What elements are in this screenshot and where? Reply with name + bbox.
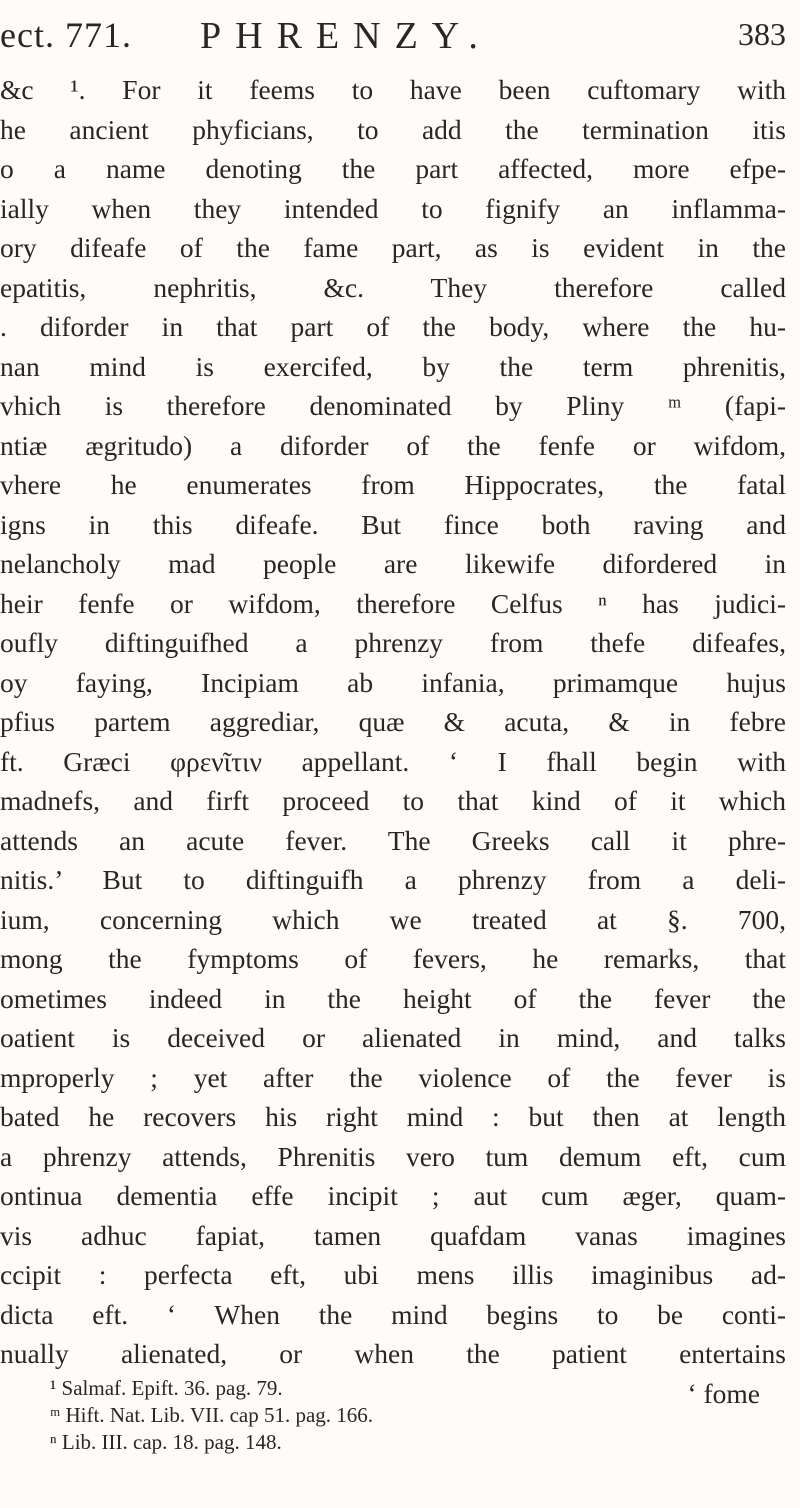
text-line: he ancient phyficians, to add the termination itis [0, 113, 786, 145]
text-line: igns in this difeafe. But fince both raving and [0, 508, 786, 540]
text-line: &c ¹. For it feems to have been cuftomary with [0, 74, 786, 105]
text-line: ntiæ ægritudo) a diforder of the fenfe or wifdom, [0, 429, 786, 461]
text-line: oatient is deceived or alienated in mind, and talks [0, 1022, 786, 1053]
text-line: ometimes indeed in the height of the fever the [0, 982, 786, 1014]
text-line: attends an acute fever. The Greeks call it phre- [0, 824, 786, 856]
footnotes [50, 1375, 770, 1456]
text-line: vis adhuc fapiat, tamen quafdam vanas imagines [0, 1219, 786, 1251]
text-line: pfius partem aggrediar, quæ & acuta, & in febre [0, 706, 786, 737]
footnote: ¹ Salmaf. Epift. 36. pag. 79. [50, 1376, 283, 1400]
running-title: PHRENZY. [200, 15, 492, 57]
text-line: epatitis, nephritis, &c. They therefore called [0, 271, 786, 303]
text-line: heir fenfe or wifdom, therefore Celfus ⁿ has judici- [0, 587, 786, 619]
text-line: nan mind is exercifed, by the term phrenitis, [0, 350, 786, 382]
text-line: bated he recovers his right mind : but then at length [0, 1101, 786, 1132]
body-text [0, 70, 800, 1413]
text-line: vhich is therefore denominated by Pliny ᵐ (fapi- [0, 390, 786, 421]
text-line: ccipit : perfecta eft, ubi mens illis imaginibus ad- [0, 1259, 786, 1290]
text-line: a phrenzy attends, Phrenitis vero tum demum eft, cum [0, 1140, 786, 1172]
catchword: ‘ fome [687, 1377, 760, 1409]
text-line: ium, concerning which we treated at §. 700, [0, 903, 786, 935]
footnote: ᵐ Hift. Nat. Lib. VII. cap 51. pag. 166. [50, 1403, 374, 1427]
text-line: o a name denoting the part affected, more efpe- [0, 153, 786, 184]
text-line: oy faying, Incipiam ab infania, primamque hujus [0, 666, 786, 698]
section-number: ect. 771. [0, 15, 132, 55]
text-line: dicta eft. ‘ When the mind begins to be conti- [0, 1298, 786, 1330]
page-number: 383 [738, 16, 786, 52]
text-line: oufly diftinguifhed a phrenzy from thefe difeafes, [0, 627, 786, 658]
text-line: . diforder in that part of the body, where the hu- [0, 311, 786, 342]
text-line: nually alienated, or when the patient entertains [0, 1338, 786, 1369]
text-line: nelancholy mad people are likewife difordered in [0, 548, 786, 579]
text-line: ft. Græci φρενῖτιν appellant. ‘ I fhall begin with [0, 745, 786, 777]
text-line: mong the fymptoms of fevers, he remarks, that [0, 943, 786, 974]
running-header [0, 14, 800, 74]
text-line: mproperly ; yet after the violence of the fever is [0, 1061, 786, 1093]
footnote: ⁿ Lib. III. cap. 18. pag. 148. [50, 1430, 282, 1454]
text-line: ially when they intended to fignify an inflamma- [0, 192, 786, 224]
text-line: ory difeafe of the fame part, as is evident in the [0, 232, 786, 263]
text-line: ontinua dementia effe incipit ; aut cum æger, quam- [0, 1180, 786, 1211]
text-line: madnefs, and firft proceed to that kind of it which [0, 785, 786, 816]
text-line: nitis.’ But to diftinguifh a phrenzy from a deli- [0, 864, 786, 895]
text-line: vhere he enumerates from Hippocrates, the fatal [0, 469, 786, 500]
